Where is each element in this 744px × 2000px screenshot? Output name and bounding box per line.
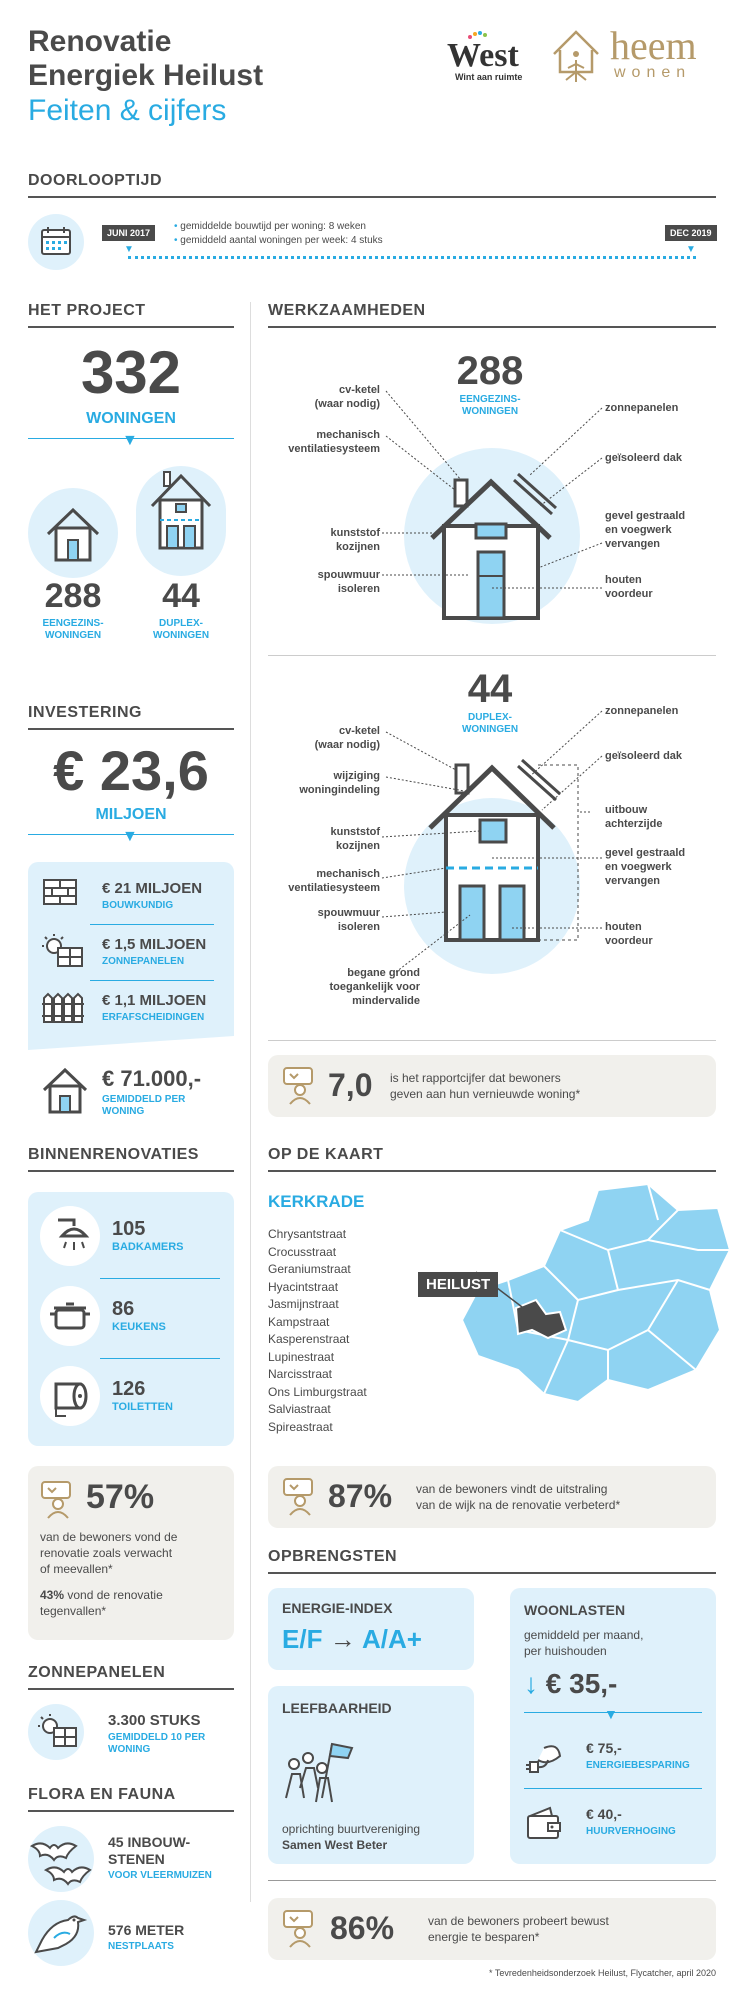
- heem-wonen-logo: [548, 24, 718, 86]
- binnen-sep-2: [100, 1358, 220, 1359]
- kaart-city: KERKRADE: [268, 1192, 365, 1211]
- callout-h2-gevel: [605, 846, 685, 888]
- callout-h2-ventilatie-b: ventilatiesysteem: [288, 882, 380, 894]
- callout-h2-cvketel-a: cv-ketel: [339, 725, 380, 737]
- callout-h2-indeling: [260, 769, 380, 797]
- doorlooptijd-rule: [28, 196, 716, 198]
- feedback-person-icon: [280, 1477, 320, 1517]
- doorlooptijd-line1: • gemiddelde bouwtijd per woning: 8 weken: [174, 221, 366, 232]
- energiebesparing-value: € 75,-: [586, 1740, 622, 1756]
- callout-h2-indeling-b: woningindeling: [299, 784, 380, 796]
- street-item: Salviastraat: [268, 1402, 331, 1416]
- callout-h1-kozijnen: [280, 526, 380, 554]
- heilust-label: HEILUST: [418, 1272, 498, 1297]
- besparen-pct: 86%: [330, 1910, 395, 1946]
- heem-logo-text: heem: [610, 23, 697, 68]
- solar-panel-icon: [40, 932, 88, 972]
- fence-icon: [40, 988, 88, 1028]
- badkamers-number: 105: [112, 1218, 146, 1240]
- project-total-number: 332: [80, 339, 182, 406]
- investering-item-3-label: ERFAFSCHEIDINGEN: [102, 1012, 205, 1023]
- woonlasten-title: WOONLASTEN: [524, 1602, 626, 1618]
- woonlasten-sub2: per huishouden: [524, 1644, 607, 1658]
- toilet-roll-icon: [40, 1366, 100, 1426]
- flora-heading: FLORA EN FAUNA: [28, 1786, 176, 1803]
- house2-label1: DUPLEX-: [468, 712, 512, 723]
- opbrengsten-rule: [268, 1572, 716, 1574]
- leefbaarheid-title: LEEFBAARHEID: [282, 1700, 392, 1716]
- callout-h2-gevel-b: en voegwerk: [605, 861, 672, 873]
- investering-unit: MILJOEN: [95, 806, 167, 823]
- investering-item-sep-1: [90, 924, 214, 925]
- house-icon: [40, 1066, 90, 1116]
- shower-icon: [40, 1206, 100, 1266]
- callout-h1-spouwmuur-b: isoleren: [337, 583, 380, 595]
- average-label1: GEMIDDELD PER: [102, 1094, 186, 1105]
- calendar-icon: [28, 214, 84, 270]
- meevallen-sub2: tegenvallen*: [40, 1604, 107, 1618]
- rapportcijfer-score: 7,0: [328, 1067, 373, 1103]
- timeline-start-marker: ▼: [124, 244, 134, 255]
- bird-circle: [28, 1900, 94, 1966]
- street-item: Narcisstraat: [268, 1367, 333, 1381]
- meevallen-sub1: [40, 1588, 163, 1602]
- zonnepanelen-value: 3.300 STUKS: [108, 1712, 201, 1729]
- project-down-arrow-icon: ▼: [122, 432, 138, 449]
- callout-h2-cvketel-b: (waar nodig): [314, 739, 380, 751]
- page-title-line2: Energiek Heilust: [28, 59, 264, 92]
- meevallen-box: [28, 1466, 234, 1640]
- callout-h1-zonnepanelen: zonnepanelen: [605, 402, 679, 414]
- west-logo-text: West: [447, 37, 519, 74]
- besparen-text1: van de bewoners probeert bewust: [428, 1914, 609, 1928]
- house2-label2: WONINGEN: [461, 724, 519, 735]
- flora-label2: NESTPLAATS: [108, 1941, 174, 1952]
- flora-rule: [28, 1810, 234, 1812]
- house1-number: 288: [456, 349, 524, 393]
- energie-arrow-icon: →: [329, 1624, 356, 1654]
- callout-h1-spouwmuur: [280, 568, 380, 596]
- investering-item-3: [40, 986, 224, 1032]
- flora-value2: 576 METER: [108, 1922, 185, 1938]
- street-item: Kampstraat: [268, 1314, 330, 1329]
- flora-value1b: STENEN: [108, 1851, 165, 1867]
- average-label2: WONING: [102, 1106, 145, 1117]
- besparen-box: [268, 1898, 716, 1960]
- binnen-item-badkamers: [40, 1206, 224, 1270]
- investering-item-1: [40, 874, 224, 920]
- callout-h1-gevel-b: en voegwerk: [605, 524, 672, 536]
- callout-h2-begane-grond-c: mindervalide: [352, 995, 420, 1007]
- callout-h1-voordeur-b: voordeur: [605, 588, 653, 600]
- house2-number: 44: [467, 667, 513, 711]
- callout-h1-cvketel-a: cv-ketel: [339, 384, 380, 396]
- huurverhoging-value: € 40,-: [586, 1806, 622, 1822]
- eengezins-number: 288: [44, 577, 102, 615]
- investering-item-sep-2: [90, 980, 214, 981]
- wallet-icon: [524, 1804, 564, 1844]
- project-heading: HET PROJECT: [28, 302, 146, 319]
- house1-drawing: [432, 474, 556, 618]
- page-subtitle: Feiten & cijfers: [28, 94, 227, 127]
- callout-h2-gevel-a: gevel gestraald: [605, 847, 686, 859]
- callout-h1-dak: geïsoleerd dak: [605, 452, 683, 464]
- callout-h1-cvketel: [280, 383, 380, 411]
- street-item: Kasperenstraat: [268, 1332, 350, 1346]
- wonen-logo-text: wonen: [614, 64, 692, 81]
- timeline-end-marker: ▼: [686, 244, 696, 255]
- toilet-roll-circle: [40, 1366, 100, 1426]
- start-date-badge: JUNI 2017: [102, 225, 155, 241]
- heem-house-tree-icon: [548, 24, 604, 84]
- binnen-rule: [28, 1170, 234, 1172]
- pot-circle: [40, 1286, 100, 1346]
- woonlasten-sub1: gemiddeld per maand,: [524, 1628, 644, 1642]
- house1-label1: EENGEZINS-: [459, 394, 521, 405]
- street-list: [268, 1226, 367, 1436]
- binnen-item-keukens: [40, 1286, 224, 1350]
- callout-h2-dak: geïsoleerd dak: [605, 750, 683, 762]
- woonlasten-box: [510, 1588, 716, 1864]
- average-value: € 71.000,-: [102, 1066, 202, 1091]
- leefbaarheid-box: [268, 1686, 474, 1864]
- rapportcijfer-text2: geven aan hun vernieuwde woning*: [390, 1087, 581, 1101]
- callout-h1-voordeur-a: houten: [605, 574, 642, 586]
- callout-h1-kozijnen-a: kunststof: [330, 527, 380, 539]
- callout-h2-voordeur-b: voordeur: [605, 935, 653, 947]
- callout-h2-begane-grond-a: begane grond: [347, 967, 420, 979]
- callout-h2-begane-grond: [290, 966, 420, 1008]
- woonlasten-value-row: [524, 1668, 617, 1700]
- callout-h2-kozijnen: [280, 825, 380, 853]
- zonnepanelen-label2: WONING: [108, 1744, 151, 1755]
- callout-h2-voordeur-a: houten: [605, 921, 642, 933]
- uitstraling-text1: van de bewoners vindt de uitstraling: [416, 1482, 608, 1496]
- doorlooptijd-line1-text: gemiddelde bouwtijd per woning: 8 weken: [180, 221, 366, 232]
- investering-heading: INVESTERING: [28, 704, 142, 721]
- leefbaarheid-text: oprichting buurtvereniging: [282, 1822, 421, 1836]
- flora-label1: VOOR VLEERMUIZEN: [108, 1870, 212, 1881]
- page-title-line1: Renovatie: [28, 25, 172, 58]
- feedback-person-icon: [38, 1480, 78, 1520]
- callout-h2-ventilatie: [260, 867, 380, 895]
- bat-circle: [28, 1826, 94, 1892]
- callout-h1-gevel: [605, 509, 685, 551]
- plug-leaf-icon: [524, 1738, 564, 1778]
- eengezins-label2: WONINGEN: [44, 630, 102, 641]
- average-house-row: [40, 1062, 230, 1122]
- energie-index-values: [282, 1624, 422, 1655]
- west-logo-tagline: Wint aan ruimte: [455, 72, 523, 82]
- werkzaamheden-heading: WERKZAAMHEDEN: [268, 302, 426, 319]
- callout-h1-ventilatie-a: mechanisch: [316, 429, 380, 441]
- callout-h1-ventilatie-b: ventilatiesysteem: [288, 443, 380, 455]
- zonnepanelen-heading: ZONNEPANELEN: [28, 1664, 166, 1681]
- doorlooptijd-line2: • gemiddeld aantal woningen per week: 4 stuks: [174, 235, 383, 246]
- investering-notch: [28, 1036, 234, 1050]
- footnote: * Tevredenheidsonderzoek Heilust, Flycatcher, april 2020: [489, 1968, 716, 1978]
- investering-item-1-value: € 21 MILJOEN: [102, 880, 203, 897]
- woonlasten-value: € 35,-: [545, 1668, 618, 1699]
- investering-item-2: [40, 930, 224, 976]
- uitstraling-pct: 87%: [328, 1478, 393, 1514]
- besparen-text2: energie te besparen*: [428, 1930, 540, 1944]
- callout-h2-ventilatie-a: mechanisch: [316, 868, 380, 880]
- keukens-label: KEUKENS: [112, 1321, 166, 1333]
- callout-h1-gevel-a: gevel gestraald: [605, 510, 686, 522]
- leefbaarheid-bold: Samen West Beter: [282, 1838, 388, 1852]
- investering-item-1-label: BOUWKUNDIG: [102, 900, 174, 911]
- badkamers-label: BADKAMERS: [112, 1241, 184, 1253]
- callout-h2-begane-grond-b: toegankelijk voor: [329, 981, 420, 993]
- toiletten-label: TOILETTEN: [112, 1401, 173, 1413]
- callout-h2-gevel-c: vervangen: [605, 875, 661, 887]
- callout-h2-uitbouw-b: achterzijde: [605, 818, 663, 830]
- cooking-pot-icon: [40, 1286, 100, 1346]
- callout-h2-cvketel: [280, 724, 380, 752]
- woonlasten-sep: [524, 1788, 702, 1789]
- zonnepanelen-rule: [28, 1688, 234, 1690]
- flora-value1a: 45 INBOUW-: [108, 1834, 191, 1850]
- duplex-label2: WONINGEN: [152, 630, 210, 641]
- duplex-number: 44: [162, 577, 200, 615]
- uitstraling-box: [268, 1466, 716, 1528]
- calendar-circle: [28, 214, 84, 270]
- callout-h2-zonnepanelen: zonnepanelen: [605, 705, 679, 717]
- meevallen-text1: van de bewoners vond de: [40, 1530, 178, 1544]
- energie-from: E/F: [282, 1624, 323, 1654]
- callout-h2-indeling-a: wijziging: [333, 770, 380, 782]
- callout-h2-uitbouw: [605, 803, 662, 831]
- doorlooptijd-heading: DOORLOOPTIJD: [28, 172, 163, 189]
- street-item: Chrysantstraat: [268, 1227, 347, 1241]
- kaart-heading: OP DE KAART: [268, 1146, 384, 1163]
- timeline-dotted-line: [128, 256, 696, 259]
- opbrengsten-bottom-rule: [268, 1880, 716, 1881]
- feedback-person-icon: [280, 1909, 320, 1949]
- project-total-label: WONINGEN: [86, 410, 176, 427]
- binnen-heading: BINNENRENOVATIES: [28, 1146, 199, 1163]
- callout-h2-voordeur: [605, 920, 653, 948]
- woonlasten-down-arrow-icon: ▼: [604, 1706, 618, 1722]
- binnen-item-toiletten: [40, 1366, 224, 1430]
- street-item: Spireastraat: [268, 1419, 333, 1434]
- doorlooptijd-line2-text: gemiddeld aantal woningen per week: 4 stuks: [180, 235, 383, 246]
- meevallen-sub-pct: 43%: [40, 1588, 65, 1602]
- street-item: Jasmijnstraat: [268, 1297, 339, 1311]
- west-logo: [447, 28, 537, 83]
- callout-h2-spouwmuur-a: spouwmuur: [317, 907, 380, 919]
- brick-wall-icon: [40, 876, 84, 916]
- duplex-label1: DUPLEX-: [159, 618, 203, 629]
- investering-rule: [28, 728, 234, 730]
- shower-circle: [40, 1206, 100, 1266]
- down-arrow-icon: ↓: [524, 1668, 538, 1699]
- energiebesparing-label: ENERGIEBESPARING: [586, 1760, 690, 1771]
- investering-down-arrow-icon: ▼: [122, 828, 138, 845]
- rapportcijfer-box: [268, 1055, 716, 1117]
- callout-h2-spouwmuur: [280, 906, 380, 934]
- investering-item-3-value: € 1,1 MILJOEN: [102, 992, 207, 1009]
- werk-bottom-rule: [268, 1040, 716, 1041]
- meevallen-sub-text: vond de renovatie: [64, 1588, 163, 1602]
- binnen-sep-1: [100, 1278, 220, 1279]
- opbrengsten-heading: OPBRENGSTEN: [268, 1548, 398, 1565]
- feedback-person-icon: [280, 1066, 320, 1106]
- huurverhoging-label: HUURVERHOGING: [586, 1826, 676, 1837]
- street-item: Hyacintstraat: [268, 1279, 339, 1294]
- energie-index-title: ENERGIE-INDEX: [282, 1600, 393, 1616]
- meevallen-text3: of meevallen*: [40, 1562, 113, 1576]
- zonnepanelen-label1: GEMIDDELD 10 PER: [108, 1732, 206, 1743]
- bird-icon: [28, 1900, 94, 1966]
- callout-h2-spouwmuur-b: isoleren: [337, 921, 380, 933]
- callout-h1-spouwmuur-a: spouwmuur: [317, 569, 380, 581]
- street-item: Lupinestraat: [268, 1349, 335, 1364]
- community-flag-icon: [282, 1738, 362, 1808]
- uitstraling-text2: van de wijk na de renovatie verbeterd*: [416, 1498, 621, 1512]
- rapportcijfer-text1: is het rapportcijfer dat bewoners: [390, 1071, 561, 1085]
- solar-circle: [28, 1704, 84, 1760]
- street-item: Ons Limburgstraat: [268, 1384, 367, 1399]
- callout-h2-kozijnen-a: kunststof: [330, 826, 380, 838]
- callout-h2-kozijnen-b: kozijnen: [335, 840, 380, 852]
- investering-item-2-label: ZONNEPANELEN: [102, 956, 185, 967]
- eengezins-label1: EENGEZINS-: [42, 618, 104, 629]
- callout-h1-voordeur: [605, 573, 653, 601]
- callout-h1-gevel-c: vervangen: [605, 538, 661, 550]
- toiletten-number: 126: [112, 1378, 146, 1400]
- street-item: Geraniumstraat: [268, 1262, 351, 1276]
- investering-item-2-value: € 1,5 MILJOEN: [102, 936, 207, 953]
- house1-label2: WONINGEN: [461, 406, 519, 417]
- callout-h1-cvketel-b: (waar nodig): [314, 398, 380, 410]
- energie-to: A/A+: [361, 1624, 422, 1654]
- street-item: Crocusstraat: [268, 1244, 337, 1259]
- bat-icon: [28, 1826, 94, 1892]
- investering-amount: € 23,6: [53, 739, 209, 802]
- keukens-number: 86: [112, 1298, 135, 1320]
- callout-h2-uitbouw-a: uitbouw: [605, 804, 648, 816]
- house2-drawing: [430, 760, 578, 940]
- meevallen-text2: renovatie zoals verwacht: [40, 1546, 173, 1560]
- callout-h1-ventilatie: [260, 428, 380, 456]
- energie-index-box: [268, 1588, 474, 1670]
- callout-h1-kozijnen-b: kozijnen: [335, 541, 380, 553]
- kaart-rule: [268, 1170, 716, 1172]
- end-date-badge: DEC 2019: [665, 225, 717, 241]
- solar-panel-icon: [28, 1704, 84, 1760]
- meevallen-pct: 57%: [86, 1478, 155, 1516]
